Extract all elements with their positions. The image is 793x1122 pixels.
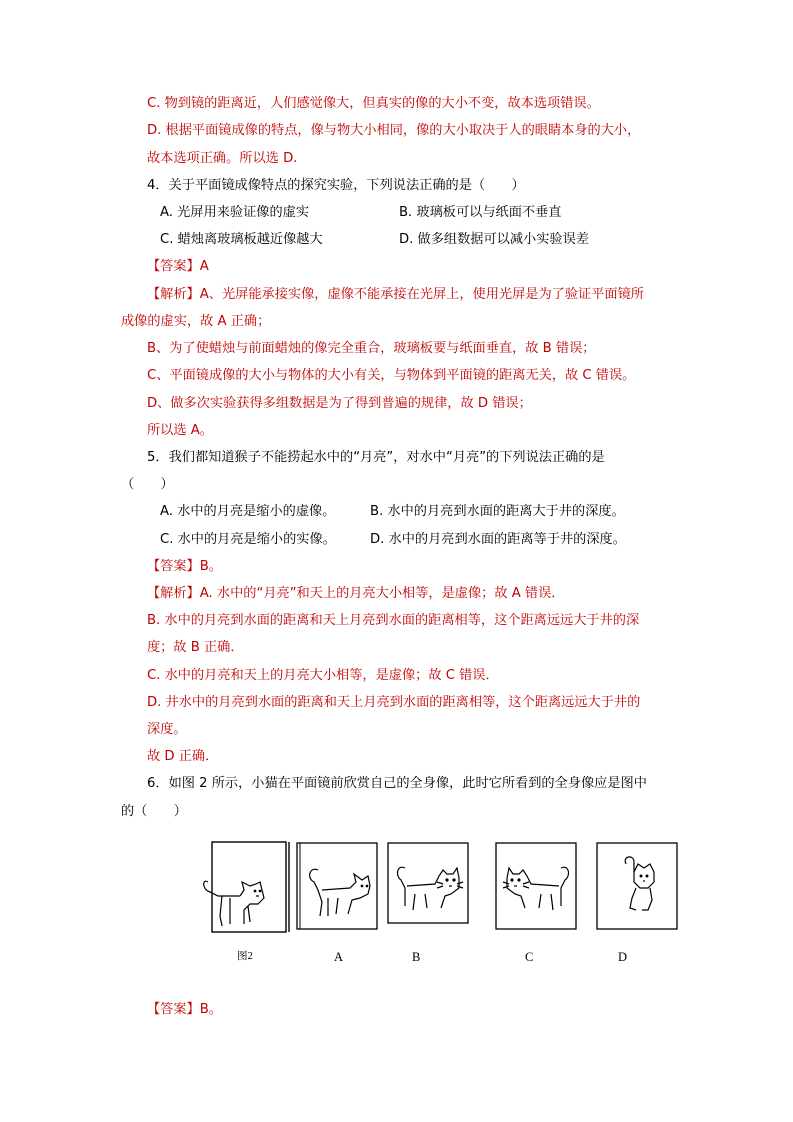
option-d-panel xyxy=(596,842,680,930)
question-5: 5．我们都知道猴子不能捞起水中的“月亮”，对水中“月亮”的下列说法正确的是 xyxy=(147,450,605,465)
option-c-label: C xyxy=(525,950,534,964)
q5-option-d: D. 水中的月亮到水面的距离等于井的深度。 xyxy=(370,532,626,547)
text-line: 故本选项正确。所以选 D. xyxy=(147,151,298,166)
option-b-panel xyxy=(387,842,471,926)
option-a-label: A xyxy=(334,950,344,964)
q4-explanation: B、为了使蜡烛与前面蜡烛的像完全重合，玻璃板要与纸面垂直，故 B 错误； xyxy=(147,341,596,356)
cat-icon xyxy=(310,869,370,916)
answer-value: A xyxy=(199,259,209,274)
option-c-panel xyxy=(495,842,579,930)
q5-explanation: B. 水中的月亮到水面的距离和天上月亮到水面的距离相等，这个距离远远大于井的深 xyxy=(147,613,640,628)
q5-option-c: C. 水中的月亮是缩小的实像。 xyxy=(160,532,336,547)
option-d-label: D xyxy=(618,950,628,964)
q5-explanation: 度；故 B 正确． xyxy=(147,640,244,655)
q5-answer xyxy=(147,558,222,576)
text-line: C. 物到镜的距离近，人们感觉像大，但真实的像的大小不变，故本选项错误。 xyxy=(147,96,600,111)
q4-answer xyxy=(147,258,209,276)
cat-icon xyxy=(503,867,568,910)
question-4: 4．关于平面镜成像特点的探究实验，下列说法正确的是（ ） xyxy=(147,178,525,193)
answer-value: B。 xyxy=(199,559,222,574)
figure-caption: 图2 xyxy=(237,951,253,962)
q4-option-b: B. 玻璃板可以与纸面不垂直 xyxy=(399,205,562,220)
q4-option-c: C. 蜡烛离玻璃板越近像越大 xyxy=(160,232,323,247)
answer-value: B。 xyxy=(199,1002,222,1017)
q5-explanation: C. 水中的月亮和天上的月亮大小相等，是虚像；故 C 错误． xyxy=(147,668,499,683)
q5-explanation: 【解析】A. 水中的“月亮”和天上的月亮大小相等，是虚像；故 A 错误． xyxy=(147,586,565,601)
q6-answer xyxy=(147,1001,222,1019)
cat-icon xyxy=(398,867,463,910)
q5-option-b: B. 水中的月亮到水面的距离大于井的深度。 xyxy=(370,504,625,519)
option-b-label: B xyxy=(412,950,421,964)
figure-2 xyxy=(200,838,690,968)
q4-explanation: 成像的虚实，故 A 正确； xyxy=(121,314,271,329)
answer-tag: 【答案】 xyxy=(147,1002,200,1017)
question-6-bracket: 的（ ） xyxy=(121,804,187,819)
question-6: 6．如图 2 所示，小猫在平面镜前欣赏自己的全身像，此时它所看到的全身像应是图中 xyxy=(147,776,647,791)
q4-explanation: D、做多次实验获得多组数据是为了得到普遍的规律，故 D 错误； xyxy=(147,396,532,411)
answer-tag: 【答案】 xyxy=(147,259,200,274)
q4-explanation: 所以选 A。 xyxy=(147,423,213,438)
cat-icon xyxy=(204,881,264,926)
mirror-scene xyxy=(200,838,292,936)
answer-tag: 【答案】 xyxy=(147,559,200,574)
q4-explanation: C、平面镜成像的大小与物体的大小有关，与物体到平面镜的距离无关，故 C 错误。 xyxy=(147,368,636,383)
question-5-bracket: （ ） xyxy=(121,477,174,492)
q4-option-d: D. 做多组数据可以减小实验误差 xyxy=(399,232,589,247)
q4-explanation: 【解析】A、光屏能承接实像，虚像不能承接在光屏上，使用光屏是为了验证平面镜所 xyxy=(147,287,644,302)
text-line: D. 根据平面镜成像的特点，像与物大小相同，像的大小取决于人的眼睛本身的大小， xyxy=(147,123,641,138)
q4-option-a: A. 光屏用来验证像的虚实 xyxy=(160,205,310,220)
q5-explanation: D. 井水中的月亮到水面的距离和天上月亮到水面的距离相等，这个距离远远大于井的 xyxy=(147,695,641,710)
cat-icon xyxy=(625,857,654,910)
q5-explanation: 深度。 xyxy=(147,722,187,737)
option-a-panel xyxy=(296,842,380,930)
q5-option-a: A. 水中的月亮是缩小的虚像。 xyxy=(160,504,336,519)
q5-explanation: 故 D 正确． xyxy=(147,749,219,764)
